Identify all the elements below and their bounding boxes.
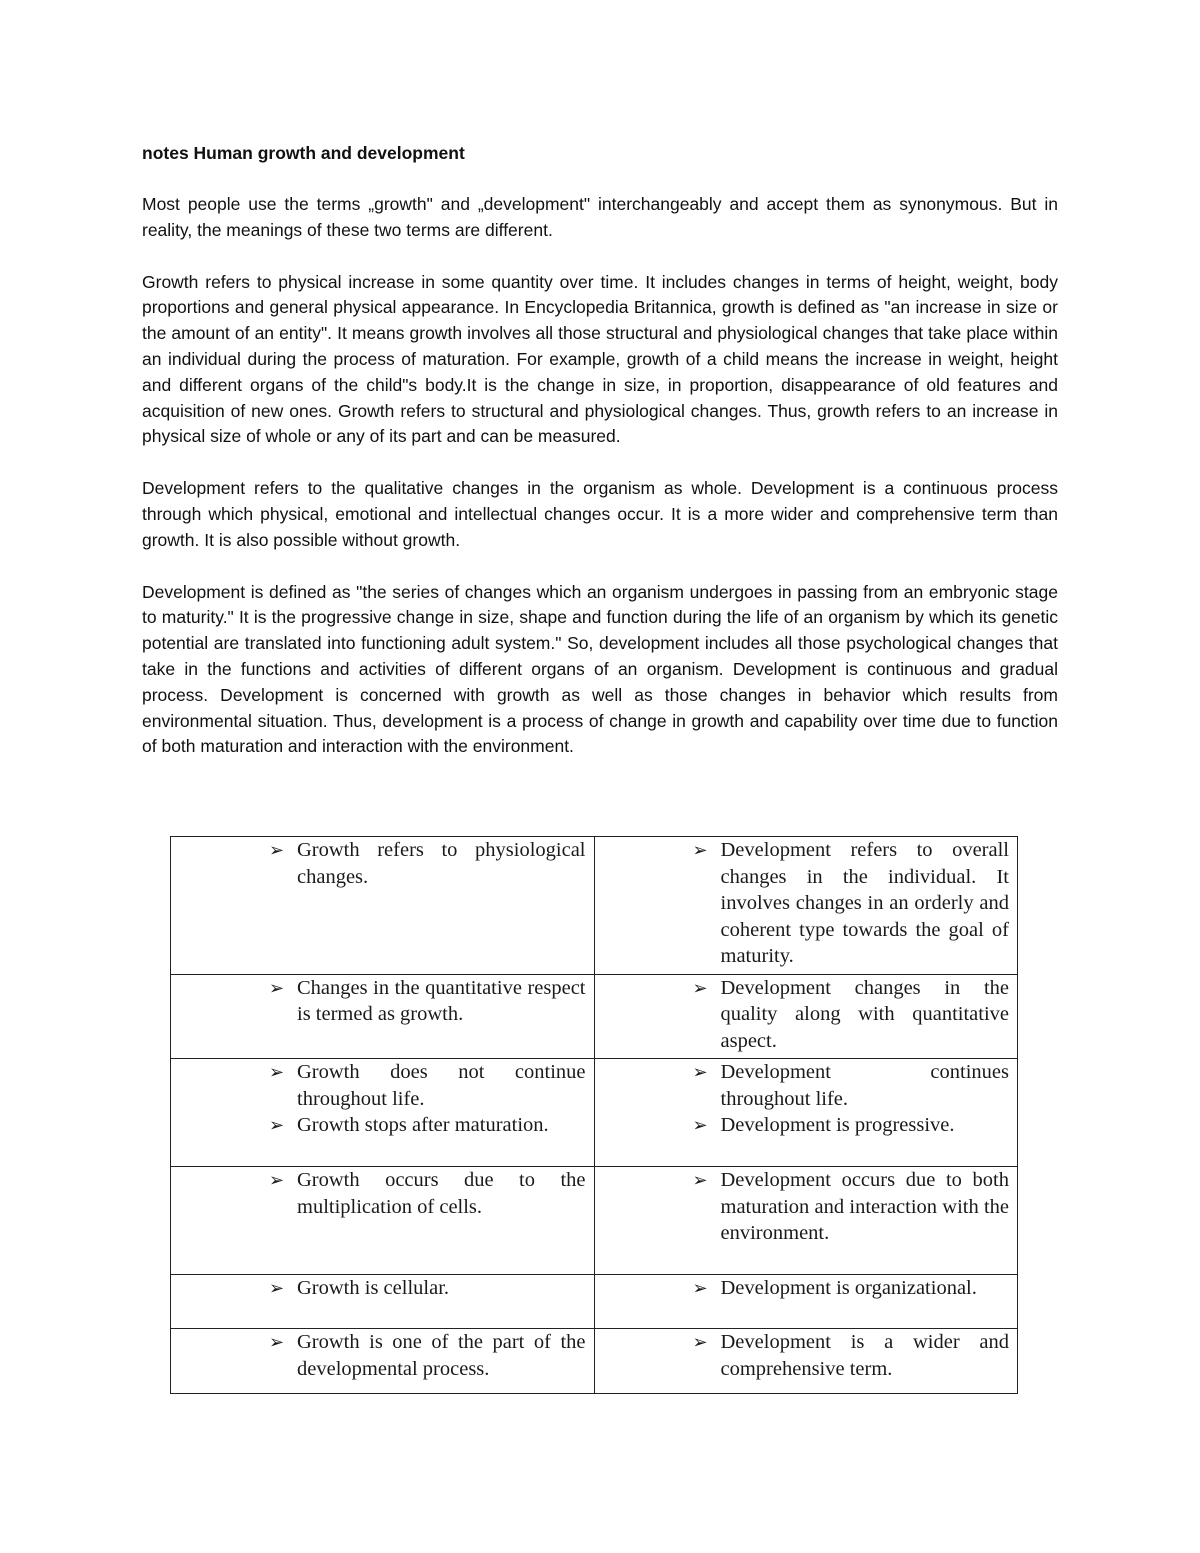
growth-point: Growth is cellular. [297,1277,450,1299]
growth-point: Growth refers to physiological changes. [297,839,586,888]
list-item [595,1059,1010,1112]
development-cell [594,1275,1018,1329]
growth-point: Growth occurs due to the multiplication of cells. [297,1169,586,1218]
development-point: Development is a wider and comprehensive term. [720,1331,1009,1380]
table-row [171,1059,1018,1167]
arrow-bullet-icon: ➢ [692,1170,708,1190]
development-point: Development is progressive. [720,1114,955,1136]
list-item [171,1329,586,1382]
development-cell [594,1329,1018,1394]
development-point: Development occurs due to both maturation and interaction with the environment. [720,1169,1009,1244]
arrow-bullet-icon: ➢ [692,1278,708,1298]
document-title: notes Human growth and development [142,143,465,163]
arrow-bullet-icon: ➢ [269,1062,285,1082]
list-item [595,1112,1010,1139]
arrow-bullet-icon: ➢ [692,840,708,860]
paragraph-development-definition: Development is defined as "the series of changes which an organism undergoes in passing from an embryonic stage to maturity." It is the progressive change in size, shape and function during the life of an organism by which its genetic potential are translated into functioning adult system." So, development includes all those psychological changes that take in the functions and activities of different organs of an organism. Development is continuous and gradual process. Development is concerned with growth as well as those changes in behavior which results from environmental situation. Thus, development is a process of change in growth and capability over time due to function of both maturation and interaction with the environment. [142,581,1058,757]
table-row [171,1275,1018,1329]
arrow-bullet-icon: ➢ [269,1170,285,1190]
growth-vs-development-table [170,836,1018,1394]
list-item [171,1112,586,1139]
arrow-bullet-icon: ➢ [692,977,708,998]
table-row [171,974,1018,1059]
growth-cell [171,1329,595,1394]
arrow-bullet-icon: ➢ [692,1115,708,1135]
growth-cell [171,837,595,975]
paragraph-development-qualitative: Development refers to the qualitative changes in the organism as whole. Development is a continuous process through which physical, emotional and intellectual changes occur. It is a more wider and comprehensive term than growth. It is also possible without growth. [142,478,1058,550]
list-item [595,1275,1010,1302]
development-point: Development changes in the quality along with quantitative aspect. [720,976,1009,1052]
list-item [171,1059,586,1112]
arrow-bullet-icon: ➢ [692,1332,708,1352]
list-item [595,1329,1010,1382]
table-row [171,837,1018,975]
arrow-bullet-icon: ➢ [269,1115,285,1135]
document-body [142,140,1058,786]
paragraph-intro: Most people use the terms „growth" and „development" interchangeably and accept them as synonymous. But in reality, the meanings of these two terms are different. [142,194,1058,240]
growth-cell [171,974,595,1059]
growth-cell [171,1059,595,1167]
development-point: Development is organizational. [720,1277,977,1299]
growth-cell [171,1275,595,1329]
table-row [171,1167,1018,1275]
table-row [171,1329,1018,1394]
arrow-bullet-icon: ➢ [269,840,285,860]
growth-point: Growth does not continue throughout life. [297,1061,586,1110]
list-item [595,1167,1010,1247]
development-cell [594,1167,1018,1275]
paragraph-growth-definition: Growth refers to physical increase in some quantity over time. It includes changes in terms of height, weight, body proportions and general physical appearance. In Encyclopedia Britannica, growth is defined as "an increase in size or the amount of an entity". It means growth involves all those structural and physiological changes that take place within an individual during the process of maturation. For example, growth of a child means the increase in weight, height and different organs of the child"s body.It is the change in size, in proportion, disappearance of old features and acquisition of new ones. Growth refers to structural and physiological changes. Thus, growth refers to an increase in physical size of whole or any of its part and can be measured. [142,271,1058,447]
list-item [595,837,1010,970]
development-point: Development refers to overall changes in the individual. It involves changes in an orderly and coherent type towards the goal of maturity. [720,839,1009,967]
list-item [171,1167,586,1220]
arrow-bullet-icon: ➢ [269,1278,285,1298]
development-cell [594,974,1018,1059]
development-cell [594,837,1018,975]
arrow-bullet-icon: ➢ [269,977,285,998]
development-cell [594,1059,1018,1167]
arrow-bullet-icon: ➢ [692,1062,708,1082]
list-item [171,1275,586,1302]
list-item [595,975,1010,1055]
growth-point: Growth is one of the part of the developmental process. [297,1331,586,1380]
list-item [171,975,586,1028]
growth-cell [171,1167,595,1275]
arrow-bullet-icon: ➢ [269,1332,285,1352]
growth-point: Changes in the quantitative respect is termed as growth. [297,976,586,1025]
development-point: Development continues throughout life. [720,1061,1009,1110]
growth-point: Growth stops after maturation. [297,1114,549,1136]
list-item [171,837,586,890]
